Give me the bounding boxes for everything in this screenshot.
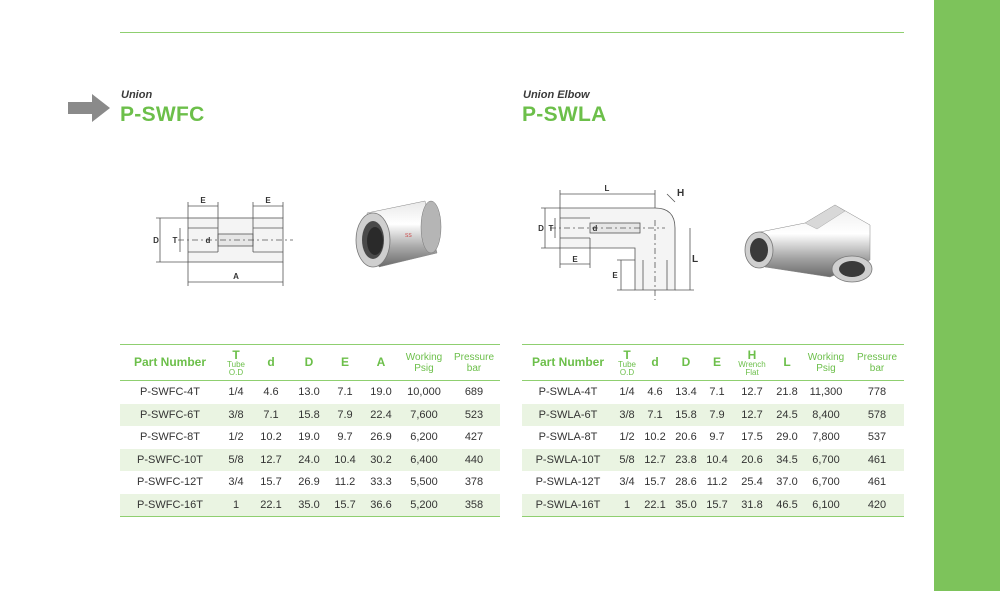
elbow-col-h-sub1: Wrench bbox=[738, 359, 766, 369]
table-cell: 37.0 bbox=[776, 476, 798, 489]
union-col-bar-label: bar bbox=[466, 362, 482, 374]
table-cell: 7.1 bbox=[337, 386, 353, 399]
table-cell: 5/8 bbox=[614, 449, 640, 472]
elbow-col-pressure-label: Pressure bbox=[856, 351, 897, 363]
elbow-dim-d-inner: d bbox=[592, 224, 598, 233]
union-col-working-psig bbox=[400, 345, 448, 381]
table-cell: 523 bbox=[448, 404, 500, 427]
union-col-e: E bbox=[328, 345, 362, 381]
union-col-t-sub: Tube O.D bbox=[227, 359, 245, 377]
elbow-col-pressure-bar bbox=[850, 345, 904, 381]
elbow-col-h bbox=[732, 345, 772, 381]
table-cell: 10.4 bbox=[328, 449, 362, 472]
table-cell: 689 bbox=[464, 386, 484, 399]
table-cell: 29.0 bbox=[776, 431, 798, 444]
table-cell: 15.8 bbox=[670, 404, 702, 427]
table-cell: 30.2 bbox=[362, 449, 400, 472]
table-cell: 1/2 bbox=[619, 431, 635, 444]
table-cell: P-SWFC-4T bbox=[140, 386, 200, 399]
table-cell: 24.0 bbox=[290, 449, 328, 472]
table-cell: 427 bbox=[464, 431, 484, 444]
elbow-dim-t: T bbox=[548, 224, 554, 233]
table-row bbox=[120, 426, 500, 449]
table-row bbox=[522, 494, 904, 517]
table-cell: 5,500 bbox=[410, 476, 438, 489]
elbow-col-d-inner: d bbox=[640, 345, 670, 381]
table-cell: 1/4 bbox=[619, 386, 635, 399]
table-cell: 12.7 bbox=[252, 449, 290, 472]
elbow-dim-h: H bbox=[677, 188, 685, 199]
table-row bbox=[522, 449, 904, 472]
table-cell: 7,600 bbox=[400, 404, 448, 427]
table-cell: 28.6 bbox=[675, 476, 697, 489]
elbow-col-t-sub2: O.D bbox=[619, 367, 635, 377]
union-col-t bbox=[220, 345, 252, 381]
table-cell: 6,400 bbox=[400, 449, 448, 472]
table-cell: 24.5 bbox=[772, 404, 802, 427]
table-cell: 12.7 bbox=[640, 449, 670, 472]
elbow-table-header bbox=[522, 345, 904, 381]
table-cell: 5/8 bbox=[220, 449, 252, 472]
elbow-col-t bbox=[614, 345, 640, 381]
table-row bbox=[120, 471, 500, 494]
elbow-col-l: L bbox=[772, 345, 802, 381]
table-cell: 3/8 bbox=[614, 404, 640, 427]
table-cell: 1/2 bbox=[228, 431, 244, 444]
table-row bbox=[522, 426, 904, 449]
table-cell: 4.6 bbox=[647, 386, 663, 399]
table-cell: 15.7 bbox=[328, 494, 362, 517]
table-cell: 7.9 bbox=[328, 404, 362, 427]
table-row bbox=[120, 449, 500, 472]
table-cell: 35.0 bbox=[290, 494, 328, 517]
union-col-t-label: T bbox=[232, 347, 240, 362]
union-col-d-outer: D bbox=[290, 345, 328, 381]
table-cell: 10.2 bbox=[260, 431, 282, 444]
elbow-dim-e-vertical: E bbox=[612, 271, 618, 280]
table-cell: 11.2 bbox=[334, 476, 356, 489]
table-cell: 9.7 bbox=[709, 431, 725, 444]
table-cell: 8,400 bbox=[802, 404, 850, 427]
table-cell: 378 bbox=[464, 476, 484, 489]
table-cell: 15.7 bbox=[260, 476, 282, 489]
union-dim-d-outer: D bbox=[153, 236, 159, 245]
table-cell: 15.8 bbox=[290, 404, 328, 427]
table-cell: P-SWLA-4T bbox=[538, 386, 598, 399]
table-cell: 537 bbox=[867, 431, 887, 444]
elbow-col-t-sub1: Tube bbox=[618, 359, 636, 369]
union-col-working-label: Working bbox=[405, 351, 443, 363]
table-cell: 778 bbox=[867, 386, 887, 399]
table-cell: 7,800 bbox=[812, 431, 840, 444]
elbow-dim-l-top: L bbox=[604, 184, 610, 193]
table-cell: 10.4 bbox=[702, 449, 732, 472]
table-cell: P-SWLA-12T bbox=[535, 476, 601, 489]
union-product-photo bbox=[345, 195, 445, 275]
table-cell: 6,700 bbox=[802, 449, 850, 472]
table-cell: 13.4 bbox=[675, 386, 697, 399]
table-cell: 3/8 bbox=[220, 404, 252, 427]
table-row bbox=[120, 381, 500, 404]
table-cell: 3/4 bbox=[228, 476, 244, 489]
union-col-pressure-label: Pressure bbox=[453, 351, 494, 363]
elbow-col-d-outer: D bbox=[670, 345, 702, 381]
table-cell: 35.0 bbox=[670, 494, 702, 517]
table-cell: 420 bbox=[850, 494, 904, 517]
table-cell: 4.6 bbox=[263, 386, 279, 399]
table-cell: 23.8 bbox=[670, 449, 702, 472]
table-cell: 440 bbox=[448, 449, 500, 472]
union-title: P-SWFC bbox=[120, 103, 205, 126]
elbow-dim-d-outer: D bbox=[538, 224, 544, 233]
table-cell: P-SWLA-8T bbox=[538, 431, 598, 444]
elbow-subtitle: Union Elbow bbox=[523, 89, 590, 101]
table-cell: 11,300 bbox=[809, 386, 843, 399]
table-cell: 1 bbox=[614, 494, 640, 517]
table-cell: P-SWFC-10T bbox=[120, 449, 220, 472]
table-cell: P-SWLA-6T bbox=[522, 404, 614, 427]
table-cell: 22.1 bbox=[640, 494, 670, 517]
table-cell: 1/4 bbox=[228, 386, 244, 399]
table-cell: 10,000 bbox=[407, 386, 441, 399]
elbow-col-bar-label: bar bbox=[869, 362, 885, 374]
table-cell: 3/4 bbox=[619, 476, 635, 489]
table-cell: 25.4 bbox=[741, 476, 763, 489]
elbow-col-working-label: Working bbox=[807, 351, 845, 363]
table-cell: 21.8 bbox=[776, 386, 798, 399]
table-cell: 34.5 bbox=[772, 449, 802, 472]
elbow-technical-drawing bbox=[535, 180, 700, 310]
table-cell: P-SWLA-16T bbox=[522, 494, 614, 517]
table-cell: P-SWFC-8T bbox=[140, 431, 200, 444]
table-cell: 33.3 bbox=[370, 476, 392, 489]
top-divider bbox=[120, 32, 904, 33]
table-cell: 22.4 bbox=[362, 404, 400, 427]
table-cell: 26.9 bbox=[298, 476, 320, 489]
table-cell: 461 bbox=[850, 449, 904, 472]
union-spec-table bbox=[120, 344, 500, 517]
table-row bbox=[522, 404, 904, 427]
elbow-col-working-psig bbox=[802, 345, 850, 381]
table-cell: 5,200 bbox=[400, 494, 448, 517]
table-cell: 36.6 bbox=[362, 494, 400, 517]
table-cell: P-SWFC-16T bbox=[120, 494, 220, 517]
table-cell: 19.0 bbox=[298, 431, 320, 444]
table-cell: 12.7 bbox=[732, 404, 772, 427]
table-cell: 7.9 bbox=[702, 404, 732, 427]
union-table-header bbox=[120, 345, 500, 381]
union-col-pressure-bar bbox=[448, 345, 500, 381]
table-cell: 19.0 bbox=[370, 386, 392, 399]
table-cell: P-SWFC-6T bbox=[120, 404, 220, 427]
union-col-d-inner: d bbox=[252, 345, 290, 381]
union-dim-e1: E bbox=[200, 196, 206, 205]
table-cell: 7.1 bbox=[709, 386, 725, 399]
table-cell: 578 bbox=[850, 404, 904, 427]
table-cell: 17.5 bbox=[741, 431, 763, 444]
table-cell: 31.8 bbox=[732, 494, 772, 517]
table-row bbox=[120, 494, 500, 517]
table-cell: 461 bbox=[867, 476, 887, 489]
table-cell: 22.1 bbox=[252, 494, 290, 517]
table-cell: 7.1 bbox=[252, 404, 290, 427]
table-cell: 20.6 bbox=[732, 449, 772, 472]
side-green-bar bbox=[934, 0, 1000, 591]
table-cell: 20.6 bbox=[675, 431, 697, 444]
union-col-part-number: Part Number bbox=[120, 345, 220, 381]
elbow-dim-l-right: L bbox=[691, 254, 699, 265]
table-row bbox=[120, 404, 500, 427]
table-cell: 6,700 bbox=[812, 476, 840, 489]
table-cell: 358 bbox=[448, 494, 500, 517]
elbow-col-part-number: Part Number bbox=[522, 345, 614, 381]
elbow-col-psig-label: Psig bbox=[816, 362, 836, 374]
table-cell: 15.7 bbox=[644, 476, 666, 489]
elbow-col-t-label: T bbox=[623, 347, 631, 362]
table-cell: 6,100 bbox=[802, 494, 850, 517]
elbow-col-h-sub2: Flat bbox=[745, 367, 759, 377]
table-cell: 12.7 bbox=[741, 386, 763, 399]
union-dim-e2: E bbox=[265, 196, 271, 205]
elbow-title: P-SWLA bbox=[522, 103, 607, 126]
table-cell: 15.7 bbox=[702, 494, 732, 517]
elbow-dim-e-horizontal: E bbox=[572, 255, 578, 264]
table-cell: 46.5 bbox=[772, 494, 802, 517]
table-cell: 10.2 bbox=[644, 431, 666, 444]
table-cell: 6,200 bbox=[410, 431, 438, 444]
table-row bbox=[522, 471, 904, 494]
elbow-col-e: E bbox=[702, 345, 732, 381]
union-dim-d-inner: d bbox=[205, 236, 211, 245]
union-col-psig-label: Psig bbox=[414, 362, 434, 374]
union-technical-drawing bbox=[148, 190, 298, 290]
elbow-col-h-label: H bbox=[747, 347, 757, 362]
table-cell: 26.9 bbox=[370, 431, 392, 444]
table-cell: 13.0 bbox=[298, 386, 320, 399]
table-cell: P-SWLA-10T bbox=[522, 449, 614, 472]
table-cell: 11.2 bbox=[706, 476, 728, 489]
table-cell: 1 bbox=[220, 494, 252, 517]
union-dim-a: A bbox=[233, 272, 239, 281]
table-cell: 7.1 bbox=[640, 404, 670, 427]
table-cell: 9.7 bbox=[337, 431, 353, 444]
elbow-spec-table bbox=[522, 344, 904, 517]
elbow-product-photo bbox=[735, 195, 885, 290]
union-col-a: A bbox=[362, 345, 400, 381]
table-row bbox=[522, 381, 904, 404]
arrow-right-icon bbox=[66, 91, 114, 125]
union-subtitle: Union bbox=[121, 89, 153, 101]
table-cell: P-SWFC-12T bbox=[137, 476, 203, 489]
union-dim-t: T bbox=[172, 236, 178, 245]
svg-text:SS: SS bbox=[405, 233, 412, 239]
